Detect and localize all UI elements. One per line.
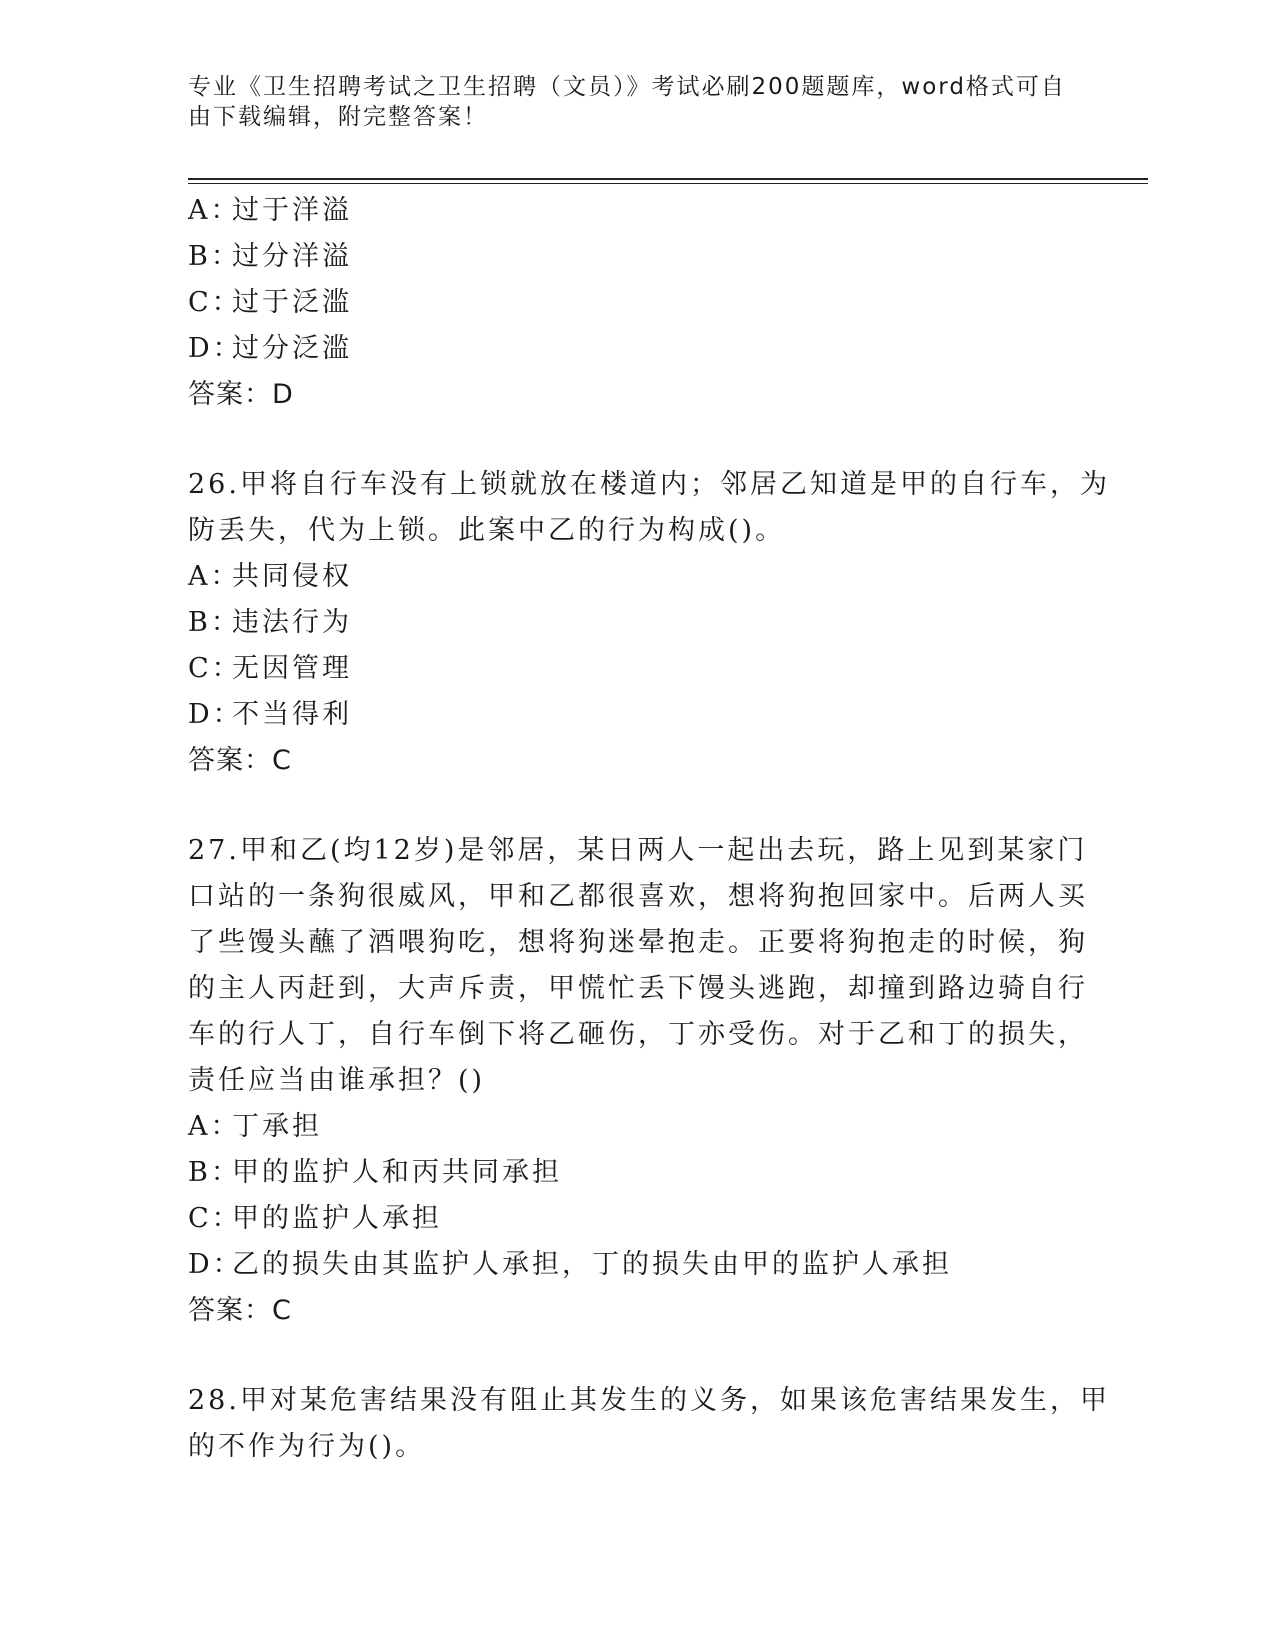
- header-rule-thin: [188, 183, 1148, 184]
- spacer: [188, 1334, 1088, 1378]
- option-key: D：: [188, 333, 243, 364]
- option-d: [188, 326, 1088, 372]
- answer: 答案：C: [188, 1295, 292, 1326]
- option-d: [188, 692, 1088, 738]
- option-key: A：: [188, 195, 241, 226]
- option-c: [188, 1196, 1088, 1242]
- option-b: [188, 234, 1088, 280]
- option-text: 过分泛滥: [232, 333, 352, 364]
- option-key: C：: [188, 287, 242, 318]
- option-text: 不当得利: [232, 699, 352, 730]
- option-text: 违法行为: [232, 607, 352, 638]
- question-line: 责任应当由谁承担？(): [188, 1065, 486, 1096]
- header-rule-thick: [188, 178, 1148, 180]
- option-key: C：: [188, 1203, 242, 1234]
- option-a: [188, 554, 1088, 600]
- page-header: [188, 72, 1068, 132]
- question-26: [188, 462, 1110, 784]
- option-key: D：: [188, 699, 243, 730]
- question-line: 了些馒头蘸了酒喂狗吃，想将狗迷晕抱走。正要将狗抱走的时候，狗: [188, 927, 1088, 958]
- option-a: [188, 188, 1088, 234]
- option-c: [188, 280, 1088, 326]
- option-key: B：: [188, 607, 241, 638]
- question-line: 26.甲将自行车没有上锁就放在楼道内；邻居乙知道是甲的自行车，为: [188, 469, 1110, 500]
- question-line: 的主人丙赶到，大声斥责，甲慌忙丢下馒头逃跑，却撞到路边骑自行: [188, 973, 1088, 1004]
- option-key: D：: [188, 1249, 243, 1280]
- option-key: C：: [188, 653, 242, 684]
- question-line: 28.甲对某危害结果没有阻止其发生的义务，如果该危害结果发生，甲: [188, 1385, 1110, 1416]
- spacer: [188, 784, 1088, 828]
- option-key: B：: [188, 241, 241, 272]
- question-28: [188, 1378, 1110, 1470]
- question-line: 口站的一条狗很威风，甲和乙都很喜欢，想将狗抱回家中。后两人买: [188, 881, 1088, 912]
- option-text: 甲的监护人和丙共同承担: [232, 1157, 562, 1188]
- option-c: [188, 646, 1088, 692]
- option-text: 丁承担: [232, 1111, 322, 1142]
- header-title: 专业《卫生招聘考试之卫生招聘（文员）》考试必刷200题题库，word格式可自由下载编辑，附完整答案！: [188, 74, 1066, 130]
- question-27: [188, 828, 1088, 1334]
- question-line: 车的行人丁，自行车倒下将乙砸伤，丁亦受伤。对于乙和丁的损失，: [188, 1019, 1088, 1050]
- option-text: 甲的监护人承担: [232, 1203, 442, 1234]
- question-line: 27.甲和乙(均12岁)是邻居，某日两人一起出去玩，路上见到某家门: [188, 835, 1088, 866]
- option-text: 无因管理: [232, 653, 352, 684]
- document-body: [188, 188, 1110, 1470]
- option-d: [188, 1242, 1088, 1288]
- option-a: [188, 1104, 1088, 1150]
- spacer: [188, 418, 1088, 462]
- question-line: 防丢失，代为上锁。此案中乙的行为构成()。: [188, 515, 786, 546]
- answer: 答案：D: [188, 379, 294, 410]
- option-key: B：: [188, 1157, 241, 1188]
- option-text: 过分洋溢: [232, 241, 352, 272]
- question-line: 的不作为行为()。: [188, 1431, 426, 1462]
- option-key: A：: [188, 1111, 241, 1142]
- option-key: A：: [188, 561, 241, 592]
- answer: 答案：C: [188, 745, 292, 776]
- option-text: 共同侵权: [232, 561, 352, 592]
- question-25: [188, 188, 1088, 418]
- option-b: [188, 1150, 1088, 1196]
- option-text: 乙的损失由其监护人承担，丁的损失由甲的监护人承担: [232, 1249, 952, 1280]
- option-text: 过于泛滥: [232, 287, 352, 318]
- option-b: [188, 600, 1088, 646]
- option-text: 过于洋溢: [232, 195, 352, 226]
